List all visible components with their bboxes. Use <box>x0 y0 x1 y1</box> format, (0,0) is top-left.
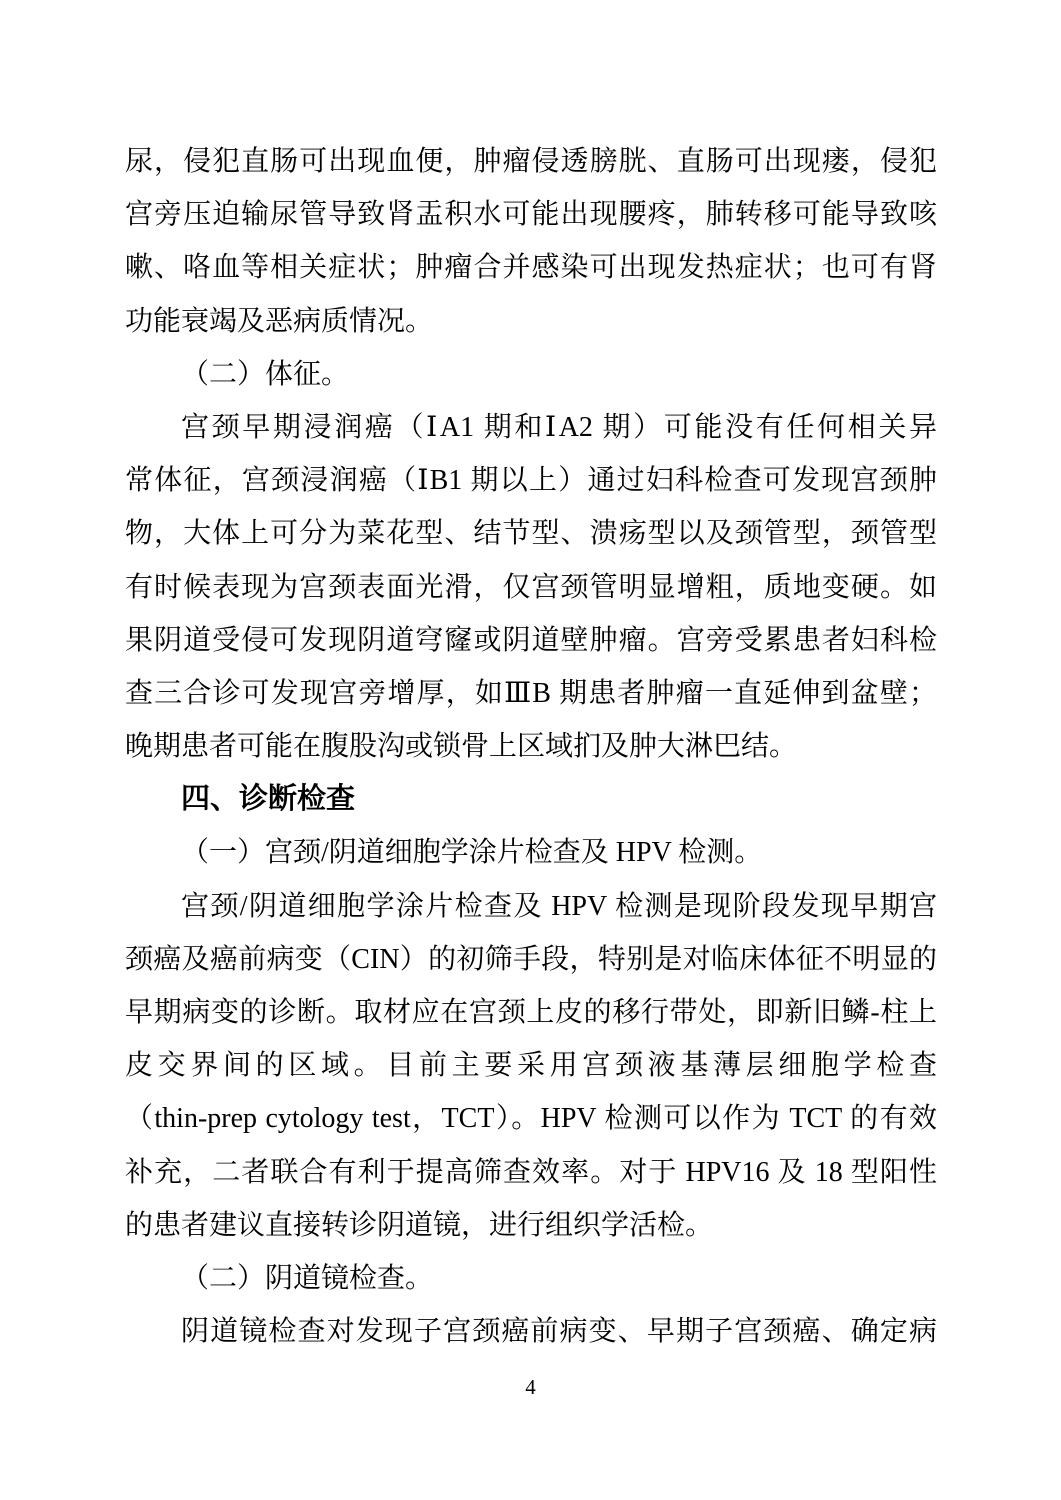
text-line: 早期病变的诊断。取材应在宫颈上皮的移行带处，即新旧鳞-柱上 <box>125 997 937 1028</box>
document-body <box>125 135 937 1358</box>
text-line: 常体征，宫颈浸润癌（ⅠB1 期以上）通过妇科检查可发现宫颈肿 <box>125 465 937 497</box>
text-line: 阴道镜检查对发现子宫颈癌前病变、早期子宫颈癌、确定病 <box>181 1316 937 1348</box>
text-line: 宫颈/阴道细胞学涂片检查及 HPV 检测是现阶段发现早期宫 <box>181 890 937 922</box>
text-line: 查三合诊可发现宫旁增厚，如ⅢB 期患者肿瘤一直延伸到盆壁； <box>125 677 937 709</box>
text-line: 的患者建议直接转诊阴道镜，进行组织学活检。 <box>125 1209 714 1241</box>
text-line: 物，大体上可分为菜花型、结节型、溃疡型以及颈管型，颈管型 <box>125 518 937 550</box>
text-line: 补充，二者联合有利于提高筛查效率。对于 HPV16 及 18 型阳性 <box>125 1156 937 1188</box>
text-line: 功能衰竭及恶病质情况。 <box>125 305 434 337</box>
text-line: （thin-prep cytology test，TCT）。HPV 检测可以作为 TCT 的有效 <box>125 1103 937 1135</box>
text-line: 颈癌及癌前病变（CIN）的初筛手段，特别是对临床体征不明显的 <box>125 943 937 975</box>
text-line: （一）宫颈/阴道细胞学涂片检查及 HPV 检测。 <box>181 837 763 869</box>
section-heading: 四、诊断检查 <box>181 783 356 816</box>
text-line: 尿，侵犯直肠可出现血便，肿瘤侵透膀胱、直肠可出现瘘，侵犯 <box>125 146 937 177</box>
text-line: （二）阴道镜检查。 <box>181 1262 434 1294</box>
text-line: 果阴道受侵可发现阴道穹窿或阴道壁肿瘤。宫旁受累患者妇科检 <box>125 624 937 656</box>
text-line: 宫旁压迫输尿管导致肾盂积水可能出现腰疼，肺转移可能导致咳 <box>125 199 937 231</box>
text-line: 晚期患者可能在腹股沟或锁骨上区域扪及肿大淋巴结。 <box>125 731 798 763</box>
text-line: 有时候表现为宫颈表面光滑，仅宫颈管明显增粗，质地变硬。如 <box>125 571 937 603</box>
page-number: 4 <box>525 1375 536 1399</box>
text-line: 皮交界间的区域。目前主要采用宫颈液基薄层细胞学检查 <box>125 1050 937 1082</box>
text-line: 嗽、咯血等相关症状；肿瘤合并感染可出现发热症状；也可有肾 <box>125 252 937 284</box>
text-line: 宫颈早期浸润癌（ⅠA1 期和ⅠA2 期）可能没有任何相关异 <box>181 411 937 443</box>
text-line: （二）体征。 <box>181 358 350 390</box>
